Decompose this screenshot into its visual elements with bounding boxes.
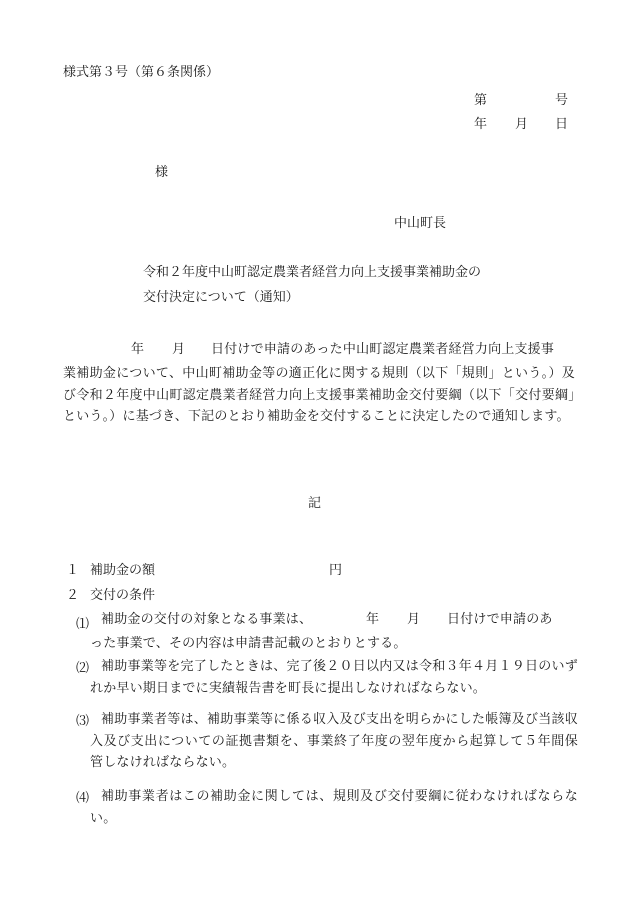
body-date-year: 年 bbox=[131, 342, 145, 357]
body-text-after-date: 日付けで申請のあった中山町認定農業者経営力向上支援事 bbox=[211, 342, 555, 357]
condition-1-number: ⑴ bbox=[76, 617, 90, 632]
body-date-month: 月 bbox=[172, 342, 186, 357]
title-line-1: 令和２年度中山町認定農業者経営力向上支援事業補助金の bbox=[143, 265, 482, 280]
doc-number-suffix: 号 bbox=[555, 93, 569, 108]
condition-3-number: ⑶ bbox=[76, 714, 90, 729]
section-1-number: １ bbox=[66, 563, 80, 578]
condition-4-text: 補助事業者はこの補助金に関しては、規則及び交付要綱に従わなければならない。 bbox=[90, 789, 578, 826]
condition-2-text: 補助事業等を完了したときは、完了後２０日以内又は令和３年４月１９日のいずれか早い期日までに実績報告書を町長に提出しなければならない。 bbox=[90, 659, 578, 696]
condition-1-text-rest: った事業で、その内容は申請書記載のとおりとする。 bbox=[90, 636, 407, 651]
sender: 中山町長 bbox=[394, 216, 447, 231]
doc-number-prefix: 第 bbox=[474, 93, 488, 108]
recipient-honorific: 様 bbox=[155, 165, 169, 180]
condition-4-number: ⑷ bbox=[76, 791, 90, 806]
section-2-label: 交付の条件 bbox=[90, 588, 156, 603]
date-day: 日 bbox=[555, 117, 569, 132]
section-2-number: ２ bbox=[66, 588, 80, 603]
condition-1-year: 年 bbox=[366, 612, 380, 627]
title-line-2: 交付決定について（通知） bbox=[143, 290, 299, 305]
ki-heading: 記 bbox=[308, 496, 322, 511]
condition-3-text: 補助事業者等は、補助事業等に係る収入及び支出を明らかにした帳簿及び当該収入及び支出についての証拠書類を、事業終了年度の翌年度から起算して５年間保管しなければならない。 bbox=[90, 712, 578, 770]
date-year: 年 bbox=[474, 117, 488, 132]
form-label: 様式第３号（第６条関係） bbox=[63, 65, 220, 80]
condition-1-text-after: 日付けで申請のあ bbox=[447, 612, 553, 627]
condition-1-text-before: 補助金の交付の対象となる事業は、 bbox=[101, 612, 313, 627]
section-1-unit: 円 bbox=[329, 563, 343, 578]
date-month: 月 bbox=[515, 117, 529, 132]
condition-2-number: ⑵ bbox=[76, 661, 90, 676]
condition-1-month: 月 bbox=[407, 612, 421, 627]
body-paragraph: 業補助金について、中山町補助金等の適正化に関する規則（以下「規則」という。）及び令和２年度中山町認定農業者経営力向上支援事業補助金交付要綱（以下「交付要綱」という。）に基づき、下記のとおり補助金を交付することに決定したので通知します。 bbox=[63, 366, 575, 424]
section-1-label: 補助金の額 bbox=[90, 563, 156, 578]
